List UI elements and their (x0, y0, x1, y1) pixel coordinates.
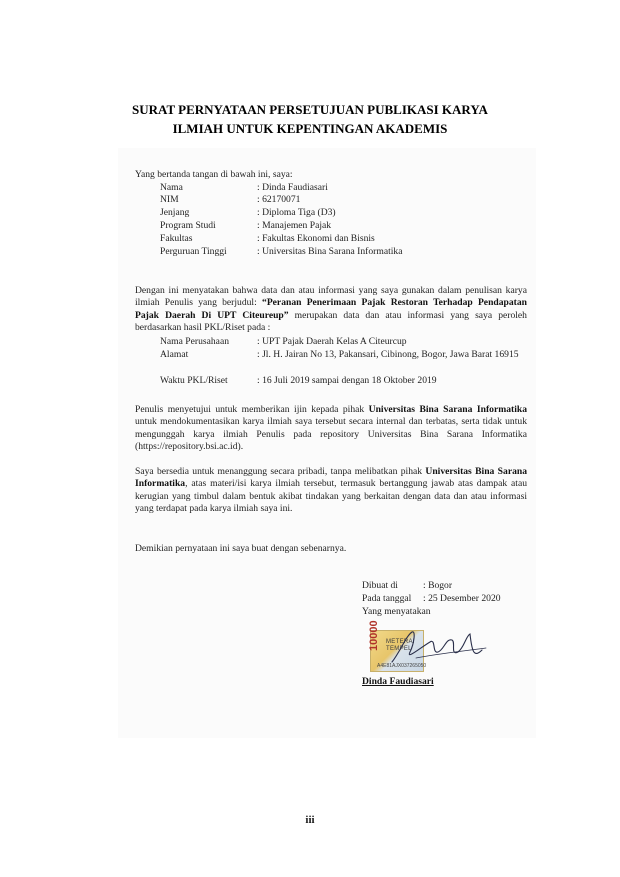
declarant-label: Yang menyatakan (362, 606, 431, 617)
closing-text: Demikian pernyataan ini saya buat dengan sebenarnya. (135, 543, 347, 554)
company-value: : UPT Pajak Daerah Kelas A Citeurcup (257, 336, 407, 347)
stamp-serial: A4E81AJX037265050 (377, 663, 427, 669)
identity-label: Perguruan Tinggi (160, 246, 227, 257)
permission-text-b: untuk mendokumentasikan karya ilmiah saya tersebut secara internal dan terbatas, serta tidak untuk mengunggah karya ilmiah Penulis pada repository Universitas Bina Sarana Informatika (https://repository.bsi.ac.id). (135, 416, 527, 453)
responsibility-text-b: , atas materi/isi karya ilmiah tersebut, termasuk bertanggung jawab atas dampak atau kerugian yang timbul dalam bentuk akibat tindakan yang berkaitan dengan data dan atau informasi yang terdapat pada karya ilmiah saya ini. (135, 478, 527, 515)
statement-paragraph (135, 285, 527, 335)
page-number: iii (305, 814, 315, 826)
date-label: Pada tanggal (362, 593, 412, 604)
title-line-2: ILMIAH UNTUK KEPENTINGAN AKADEMIS (172, 121, 448, 136)
identity-label: NIM (160, 194, 179, 205)
identity-row-perguruan (160, 246, 500, 258)
company-row-address (160, 349, 530, 375)
identity-value: : Universitas Bina Sarana Informatika (257, 246, 403, 257)
identity-value: : Fakultas Ekonomi dan Bisnis (257, 233, 375, 244)
university-name: Universitas Bina Sarana Informatika (135, 466, 528, 490)
identity-row-nim (160, 194, 500, 206)
thesis-title: “Peranan Penerimaan Pajak Restoran Terhadap Pendapatan Pajak Daerah Di UPT Citeureup” (135, 297, 527, 321)
date-row (362, 593, 532, 605)
company-row-period (160, 375, 530, 387)
identity-label: Nama (160, 182, 183, 193)
responsibility-paragraph (135, 466, 527, 516)
place-row (362, 580, 532, 592)
date-value: : 25 Desember 2020 (423, 593, 501, 604)
identity-value: : 62170071 (257, 194, 301, 205)
place-value: : Bogor (423, 580, 453, 591)
signatory-name: Dinda Faudiasari (362, 676, 434, 687)
statement-text-b: merupakan data dan atau informasi yang saya peroleh berdasarkan hasil PKL/Riset pada : (135, 309, 527, 334)
identity-row-fakultas (160, 233, 500, 245)
intro-text: Yang bertanda tangan di bawah ini, saya: (135, 169, 293, 180)
identity-row-jenjang (160, 207, 500, 219)
identity-row-program (160, 220, 500, 232)
identity-value: : Diploma Tiga (D3) (257, 207, 336, 218)
document-title (0, 100, 620, 138)
company-value: : Jl. H. Jairan No 13, Pakansari, Cibinong, Bogor, Jawa Barat 16915 (257, 349, 519, 360)
permission-text-a: Penulis menyetujui untuk memberikan ijin kepada pihak (135, 404, 369, 415)
company-row-name (160, 336, 530, 348)
identity-row-name (160, 182, 500, 194)
company-label: Nama Perusahaan (160, 336, 229, 347)
responsibility-text-a: Saya bersedia untuk menanggung secara pribadi, tanpa melibatkan pihak (135, 466, 426, 477)
company-label: Waktu PKL/Riset (160, 375, 228, 386)
identity-label: Program Studi (160, 220, 216, 231)
stamp-amount: 10000 (368, 620, 380, 651)
identity-label: Jenjang (160, 207, 190, 218)
place-label: Dibuat di (362, 580, 398, 591)
identity-value: : Dinda Faudiasari (257, 182, 328, 193)
company-label: Alamat (160, 349, 189, 360)
statement-text-a: Dengan ini menyatakan bahwa data dan atau informasi yang saya gunakan dalam penulisan karya ilmiah Penulis yang berjudul: (135, 285, 527, 309)
handwritten-signature (386, 622, 496, 678)
identity-label: Fakultas (160, 233, 193, 244)
company-value: : 16 Juli 2019 sampai dengan 18 Oktober 2019 (257, 375, 437, 386)
stamp-text-1: METERAI (386, 639, 415, 645)
title-line-1: SURAT PERNYATAAN PERSETUJUAN PUBLIKASI KARYA (132, 102, 488, 117)
stamp-text-2: TEMPEL (386, 646, 412, 652)
university-name: Universitas Bina Sarana Informatika (368, 404, 527, 415)
identity-value: : Manajemen Pajak (257, 220, 332, 231)
permission-paragraph (135, 404, 527, 454)
